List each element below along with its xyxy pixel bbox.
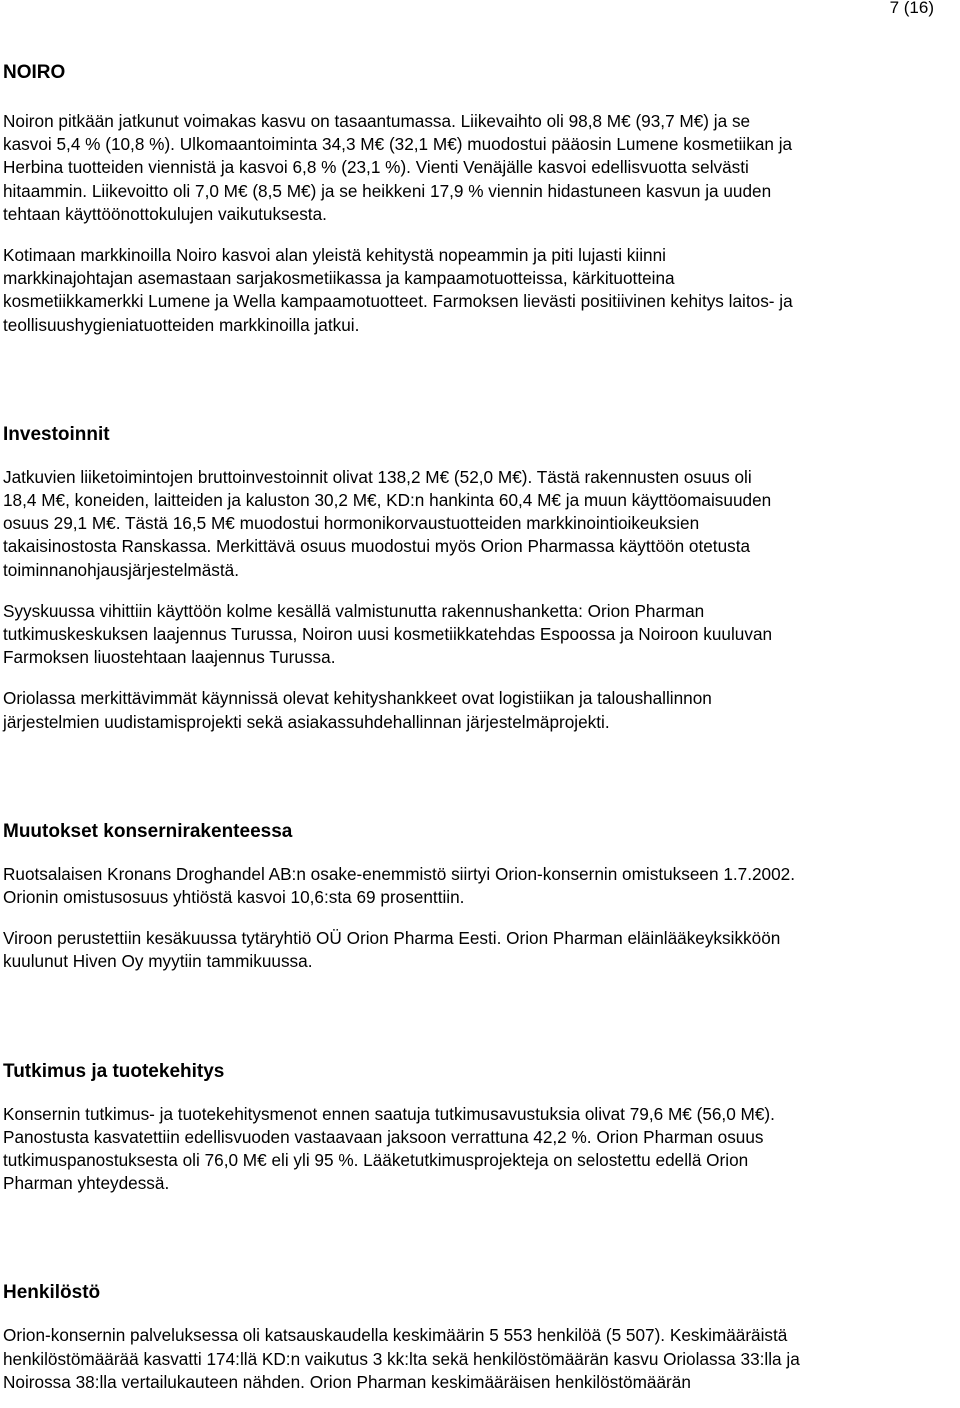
paragraph: [3, 244, 958, 337]
text-line: osuus 29,1 M€. Tästä 16,5 M€ muodostui hormonikorvaustuotteiden markkinointioikeuksien: [3, 513, 700, 534]
text-line: 18,4 M€, koneiden, laitteiden ja kaluston 30,2 M€, KD:n hankinta 60,4 M€ ja muun käyttöomaisuuden: [3, 490, 772, 511]
text-line: Orionin omistusosuus yhtiöstä kasvoi 10,6:sta 69 prosenttiin.: [3, 887, 465, 908]
text-line: Viroon perustettiin kesäkuussa tytäryhtiö OÜ Orion Pharma Eesti. Orion Pharman eläinlääkeyksikköön: [3, 928, 781, 949]
text-line: kasvoi 5,4 % (10,8 %). Ulkomaantoiminta 34,3 M€ (32,1 M€) muodostui pääosin Lumene kosmetiikan ja: [3, 134, 793, 155]
text-line: Pharman yhteydessä.: [3, 1173, 170, 1194]
text-line: takaisinostosta Ranskassa. Merkittävä osuus muodostui myös Orion Pharmassa käyttöön otetusta: [3, 536, 751, 557]
text-line: Jatkuvien liiketoimintojen bruttoinvestoinnit olivat 138,2 M€ (52,0 M€). Tästä rakennusten osuus oli: [3, 466, 752, 487]
text-line: Herbina tuotteiden viennistä ja kasvoi 6,8 % (23,1 %). Vienti Venäjälle kasvoi edellisvuotta selvästi: [3, 157, 749, 178]
section-heading-tutkimus: Tutkimus ja tuotekehitys: [3, 1060, 225, 1082]
section-heading-noiro: NOIRO: [3, 62, 66, 83]
text-line: Syyskuussa vihittiin käyttöön kolme kesällä valmistunutta rakennushanketta: Orion Pharman: [3, 600, 705, 621]
section-heading-investoinnit: Investoinnit: [3, 423, 110, 445]
page-number: 7 (16): [889, 0, 934, 17]
text-line: teollisuushygieniatuotteiden markkinoilla jatkui.: [3, 314, 360, 335]
paragraph: [3, 863, 958, 909]
text-line: Panostusta kasvatettiin edellisvuoden vastaavaan jaksoon verrattuna 42,2 %. Orion Pharman osuus: [3, 1126, 764, 1147]
text-line: kuulunut Hiven Oy myytiin tammikuussa.: [3, 951, 313, 972]
text-line: markkinajohtajan asemastaan sarjakosmetiikassa ja kampaamotuotteissa, kärkituotteina: [3, 268, 675, 289]
text-line: Noirossa 38:lla vertailukauteen nähden. Orion Pharman keskimääräisen henkilöstömäärän: [3, 1371, 691, 1392]
paragraph: [3, 927, 958, 973]
text-line: Kotimaan markkinoilla Noiro kasvoi alan yleistä kehitystä nopeammin ja piti lujasti kiinni: [3, 245, 666, 266]
text-line: hitaammin. Liikevoitto oli 7,0 M€ (8,5 M€) ja se heikkeni 17,9 % viennin hidastuneen kasvun ja uuden: [3, 180, 772, 201]
text-line: Ruotsalaisen Kronans Droghandel AB:n osake-enemmistö siirtyi Orion-konsernin omistukseen 1.7.2002.: [3, 863, 795, 884]
text-line: kosmetiikkamerkki Lumene ja Wella kampaamotuotteet. Farmoksen lievästi positiivinen kehitys laitos- ja: [3, 291, 793, 312]
text-line: tutkimuspanostuksesta oli 76,0 M€ eli yli 95 %. Lääketutkimusprojekteja on selostettu edellä Orion: [3, 1150, 749, 1171]
text-line: Farmoksen liuostehtaan laajennus Turussa.: [3, 647, 336, 668]
section-heading-henkilosto: Henkilöstö: [3, 1282, 101, 1304]
text-line: järjestelmien uudistamisprojekti sekä asiakassuhdehallinnan järjestelmäprojekti.: [3, 711, 610, 732]
text-line: Noiron pitkään jatkunut voimakas kasvu on tasaantumassa. Liikevaihto oli 98,8 M€ (93,7 M€) ja se: [3, 111, 751, 131]
text-line: tutkimuskeskuksen laajennus Turussa, Noiron uusi kosmetiikkatehdas Espoossa ja Noiroon kuuluvan: [3, 624, 773, 645]
section-heading-muutokset: Muutokset konsernirakenteessa: [3, 820, 293, 842]
text-line: tehtaan käyttöönottokulujen vaikutuksesta.: [3, 203, 327, 224]
text-line: Orion-konsernin palveluksessa oli katsauskaudella keskimäärin 5 553 henkilöä (5 507). Keskimääräistä: [3, 1325, 788, 1346]
paragraph: [3, 466, 958, 582]
paragraph: [3, 600, 958, 670]
paragraph: [3, 687, 958, 733]
text-line: Oriolassa merkittävimmät käynnissä olevat kehityshankkeet ovat logistiikan ja taloushallinnon: [3, 688, 712, 709]
text-line: henkilöstömäärää kasvatti 174:llä KD:n vaikutus 3 kk:lta sekä henkilöstömäärän kasvu Oriolassa 33:lla ja: [3, 1348, 800, 1369]
text-line: Konsernin tutkimus- ja tuotekehitysmenot ennen saatuja tutkimusavustuksia olivat 79,6 M€ (56,0 M€).: [3, 1103, 775, 1124]
paragraph: [3, 1103, 958, 1196]
paragraph: [3, 110, 958, 226]
paragraph: [3, 1324, 958, 1394]
text-line: toiminnanohjausjärjestelmästä.: [3, 559, 239, 580]
document-body: [3, 62, 958, 1394]
